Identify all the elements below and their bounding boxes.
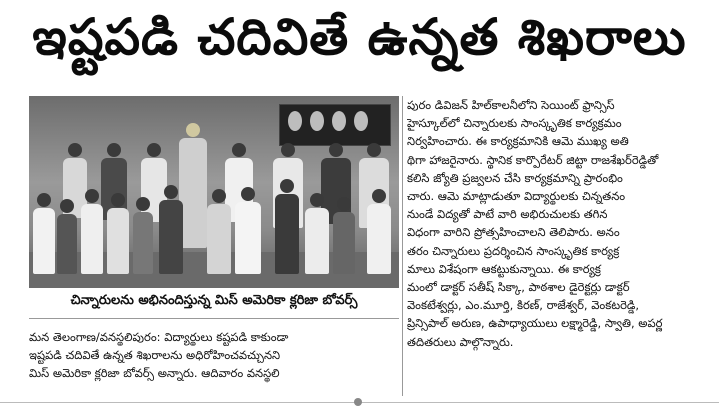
news-photo [29,96,399,288]
text-line: విధంగా వారిని ప్రోత్సహించాలని తెలిపారు. అనం [407,225,620,240]
article-left-column [29,328,399,383]
text-line: ఇష్టపడి చదివితే ఉన్నత శిఖరాలను అధిరోహించవచ్చునని [29,348,281,363]
photo-figure [275,179,299,274]
text-line: మిస్ అమెరికా క్లరిజా బోవర్స్ అన్నారు. ఆదివారం వనస్థలి [29,366,280,381]
text-line: మన తెలంగాణ/వనస్థలిపురం: విద్యార్థులు కష్టపడి కాకుండా [29,330,289,344]
photo-figure [367,189,391,274]
article-right-column [407,96,697,351]
text-line: మాలు విశేషంగా ఆకట్టుకున్నాయి. ఈ కార్యక్ర [407,261,601,276]
column-divider [402,96,403,396]
text-line: తదితరులు పాల్గొన్నారు. [407,334,514,349]
photo-banner [279,104,391,146]
text-line: హైస్కూల్‌లో చిన్నారులకు సాంస్కృతిక కార్యక్రమం [407,116,622,131]
photo-figure [57,199,77,274]
text-line: కలిసి జ్యోతి ప్రజ్వలన చేసి కార్యక్రమాన్ని ప్రారంభిం [407,170,623,185]
text-line: చారు. ఆమె మాట్లాడుతూ విద్యార్థులకు చిన్నతనం [407,189,626,204]
photo-figure [207,189,231,274]
text-line: మంలో డాక్టర్ సతీష్ సిక్కా, పాఠశాల డైరెక్టర్లు డాక్టర్ [407,280,630,295]
text-line: నుండే విద్యతో పాటే వారి అభిరుచులకు తగిన [407,207,608,222]
text-line: నిర్వహించారు. ఈ కార్యక్రమానికి ఆమె ముఖ్య అతి [407,134,629,149]
photo-figure [81,189,103,274]
headline: ఇష్టపడి చదివితే ఉన్నత శిఖరాలు [32,7,687,66]
photo-figure [179,123,207,248]
photo-caption: చిన్నారులను అభినందిస్తున్న మిస్ అమెరికా క్లరిజా బోవర్స్ [70,293,358,308]
text-line: పురం డివిజన్ హిల్‌కాలనీలోని సెయింట్ ఫ్రాన్సిస్ [407,98,615,112]
photo-figure [235,187,261,274]
photo-figure [305,193,329,274]
text-line: ప్రిన్సిపాల్ అరుణ, ఉపాధ్యాయులు లక్ష్మారెడ్డి, స్వాతి, అపర్ణ [407,316,663,331]
text-line: వెంకటేశ్వర్లు, ఎం.మూర్తి, కిరణ్, రాజేశ్వర్, వెంకటరెడ్డి, [407,298,640,313]
divider [29,318,399,319]
photo-figure [107,193,129,274]
photo-figure [133,197,153,274]
text-line: తరం చిన్నారులు ప్రదర్శించిన సాంస్కృతిక కార్యక్ర [407,243,620,258]
photo-figure [333,197,355,274]
photo-figure [159,185,183,274]
text-line: థిగా హాజరైనారు. స్థానిక కార్పొరేటర్ జిట్టా రాజశేఖర్‌రెడ్డితో [407,152,659,167]
bottom-ornament [354,398,362,406]
photo-figure [33,193,55,274]
